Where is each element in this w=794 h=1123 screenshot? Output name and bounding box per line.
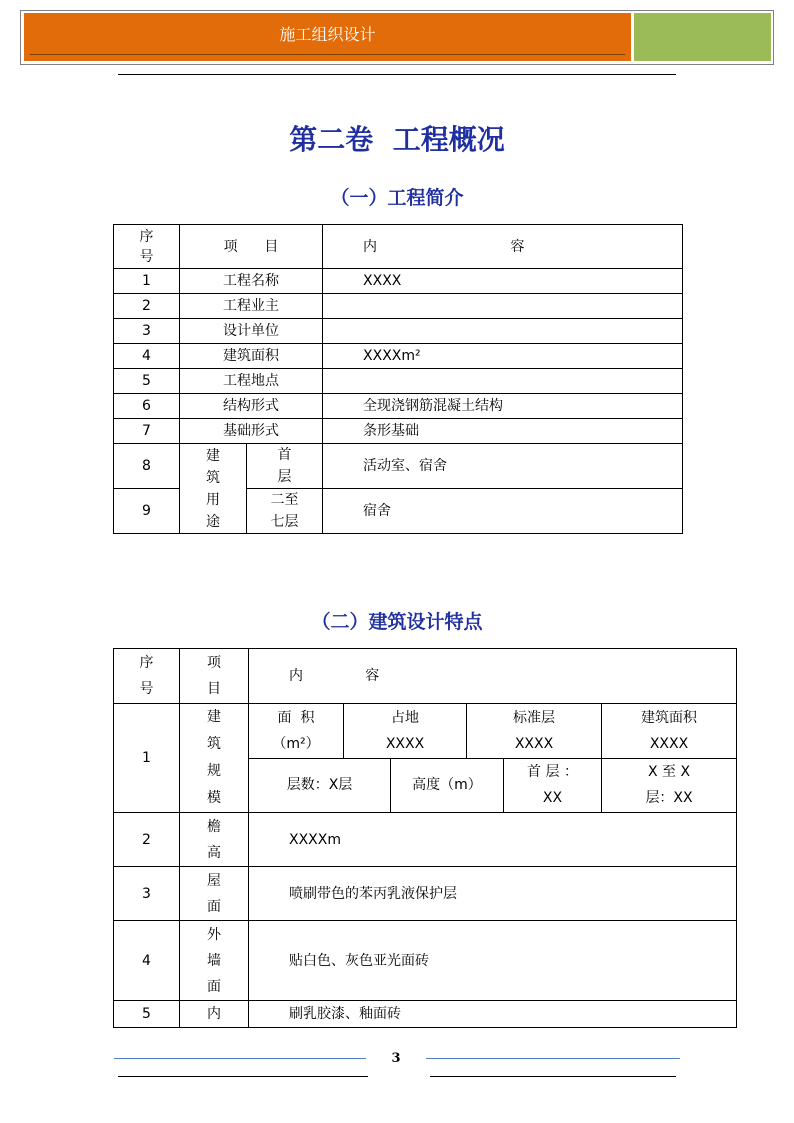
row-no: 5 xyxy=(114,1001,180,1028)
header-content: 内 容 xyxy=(249,649,737,704)
row-item: 工程地点 xyxy=(180,369,323,394)
std-value: XXXX xyxy=(514,735,554,752)
header-title: 施工组织设计 xyxy=(279,25,376,44)
build-label: 建筑面积 xyxy=(641,709,698,726)
std-label: 标准层 xyxy=(513,709,555,726)
footer-rule-left xyxy=(114,1058,366,1059)
usage-floor: 首 层 xyxy=(247,444,323,489)
section2-title: （二）建筑设计特点 xyxy=(311,611,483,633)
floor-count: 层数：X层 xyxy=(249,758,391,813)
row-item: 建 筑 规 模 xyxy=(180,704,249,813)
row-no: 2 xyxy=(114,813,180,867)
header-item: 项 目 xyxy=(180,649,249,704)
area-label: 面 积 （m²） xyxy=(249,704,344,759)
row-no: 5 xyxy=(114,369,180,394)
row-item: 建筑面积 xyxy=(180,344,323,369)
row-content: 贴白色、灰色亚光面砖 xyxy=(249,921,737,1001)
land-label: 占地 xyxy=(391,709,419,726)
row-content: 刷乳胶漆、釉面砖 xyxy=(249,1001,737,1028)
row-content: XXXX xyxy=(323,269,683,294)
header-item: 项 目 xyxy=(180,225,323,269)
row-no: 2 xyxy=(114,294,180,319)
row-item: 结构形式 xyxy=(180,394,323,419)
header-no: 序 号 xyxy=(114,649,180,704)
row-no: 9 xyxy=(114,489,180,534)
page-number: 3 xyxy=(391,1051,401,1066)
page-title: 第二卷 工程概况 xyxy=(289,123,505,156)
usage-content: 活动室、宿舍 xyxy=(323,444,683,489)
row-content: 全现浇钢筋混凝土结构 xyxy=(323,394,683,419)
footer-rule-right xyxy=(426,1058,680,1059)
row-no: 1 xyxy=(114,269,180,294)
standard-floor xyxy=(467,704,602,759)
project-intro-table xyxy=(113,224,683,534)
row-content: 条形基础 xyxy=(323,419,683,444)
header-green-block xyxy=(634,13,771,61)
row-content xyxy=(323,369,683,394)
land-area xyxy=(344,704,467,759)
section1-title: （一）工程简介 xyxy=(330,187,464,209)
header-underline xyxy=(30,54,625,55)
upper-floor-height: X 至 X 层：XX xyxy=(602,758,737,813)
row-no: 7 xyxy=(114,419,180,444)
row-item: 设计单位 xyxy=(180,319,323,344)
header-content: 内 容 xyxy=(323,225,683,269)
row-item: 檐 高 xyxy=(180,813,249,867)
row-content xyxy=(323,319,683,344)
row-no: 3 xyxy=(114,319,180,344)
footer-underline-left xyxy=(118,1076,368,1077)
top-rule xyxy=(118,74,676,75)
row-content xyxy=(323,294,683,319)
row-item: 屋 面 xyxy=(180,867,249,921)
first-floor-height: 首 层 ： XX xyxy=(504,758,602,813)
footer-underline-right xyxy=(430,1076,676,1077)
row-content: XXXXm xyxy=(249,813,737,867)
building-area xyxy=(602,704,737,759)
row-no: 6 xyxy=(114,394,180,419)
height-label: 高度（m） xyxy=(391,758,504,813)
row-content: XXXXm² xyxy=(323,344,683,369)
row-item: 内 xyxy=(180,1001,249,1028)
row-item: 工程业主 xyxy=(180,294,323,319)
row-content: 喷刷带色的苯丙乳液保护层 xyxy=(249,867,737,921)
row-item: 工程名称 xyxy=(180,269,323,294)
land-value: XXXX xyxy=(385,735,425,752)
usage-floor: 二至 七层 xyxy=(247,489,323,534)
row-no: 4 xyxy=(114,921,180,1001)
usage-content: 宿舍 xyxy=(323,489,683,534)
row-no: 8 xyxy=(114,444,180,489)
build-value: XXXX xyxy=(649,735,689,752)
design-features-table xyxy=(113,648,737,1028)
row-item: 基础形式 xyxy=(180,419,323,444)
row-no: 3 xyxy=(114,867,180,921)
row-no: 4 xyxy=(114,344,180,369)
usage-label: 建 筑 用 途 xyxy=(180,444,247,534)
row-no: 1 xyxy=(114,704,180,813)
row-item: 外 墙 面 xyxy=(180,921,249,1001)
header-no: 序 号 xyxy=(114,225,180,269)
